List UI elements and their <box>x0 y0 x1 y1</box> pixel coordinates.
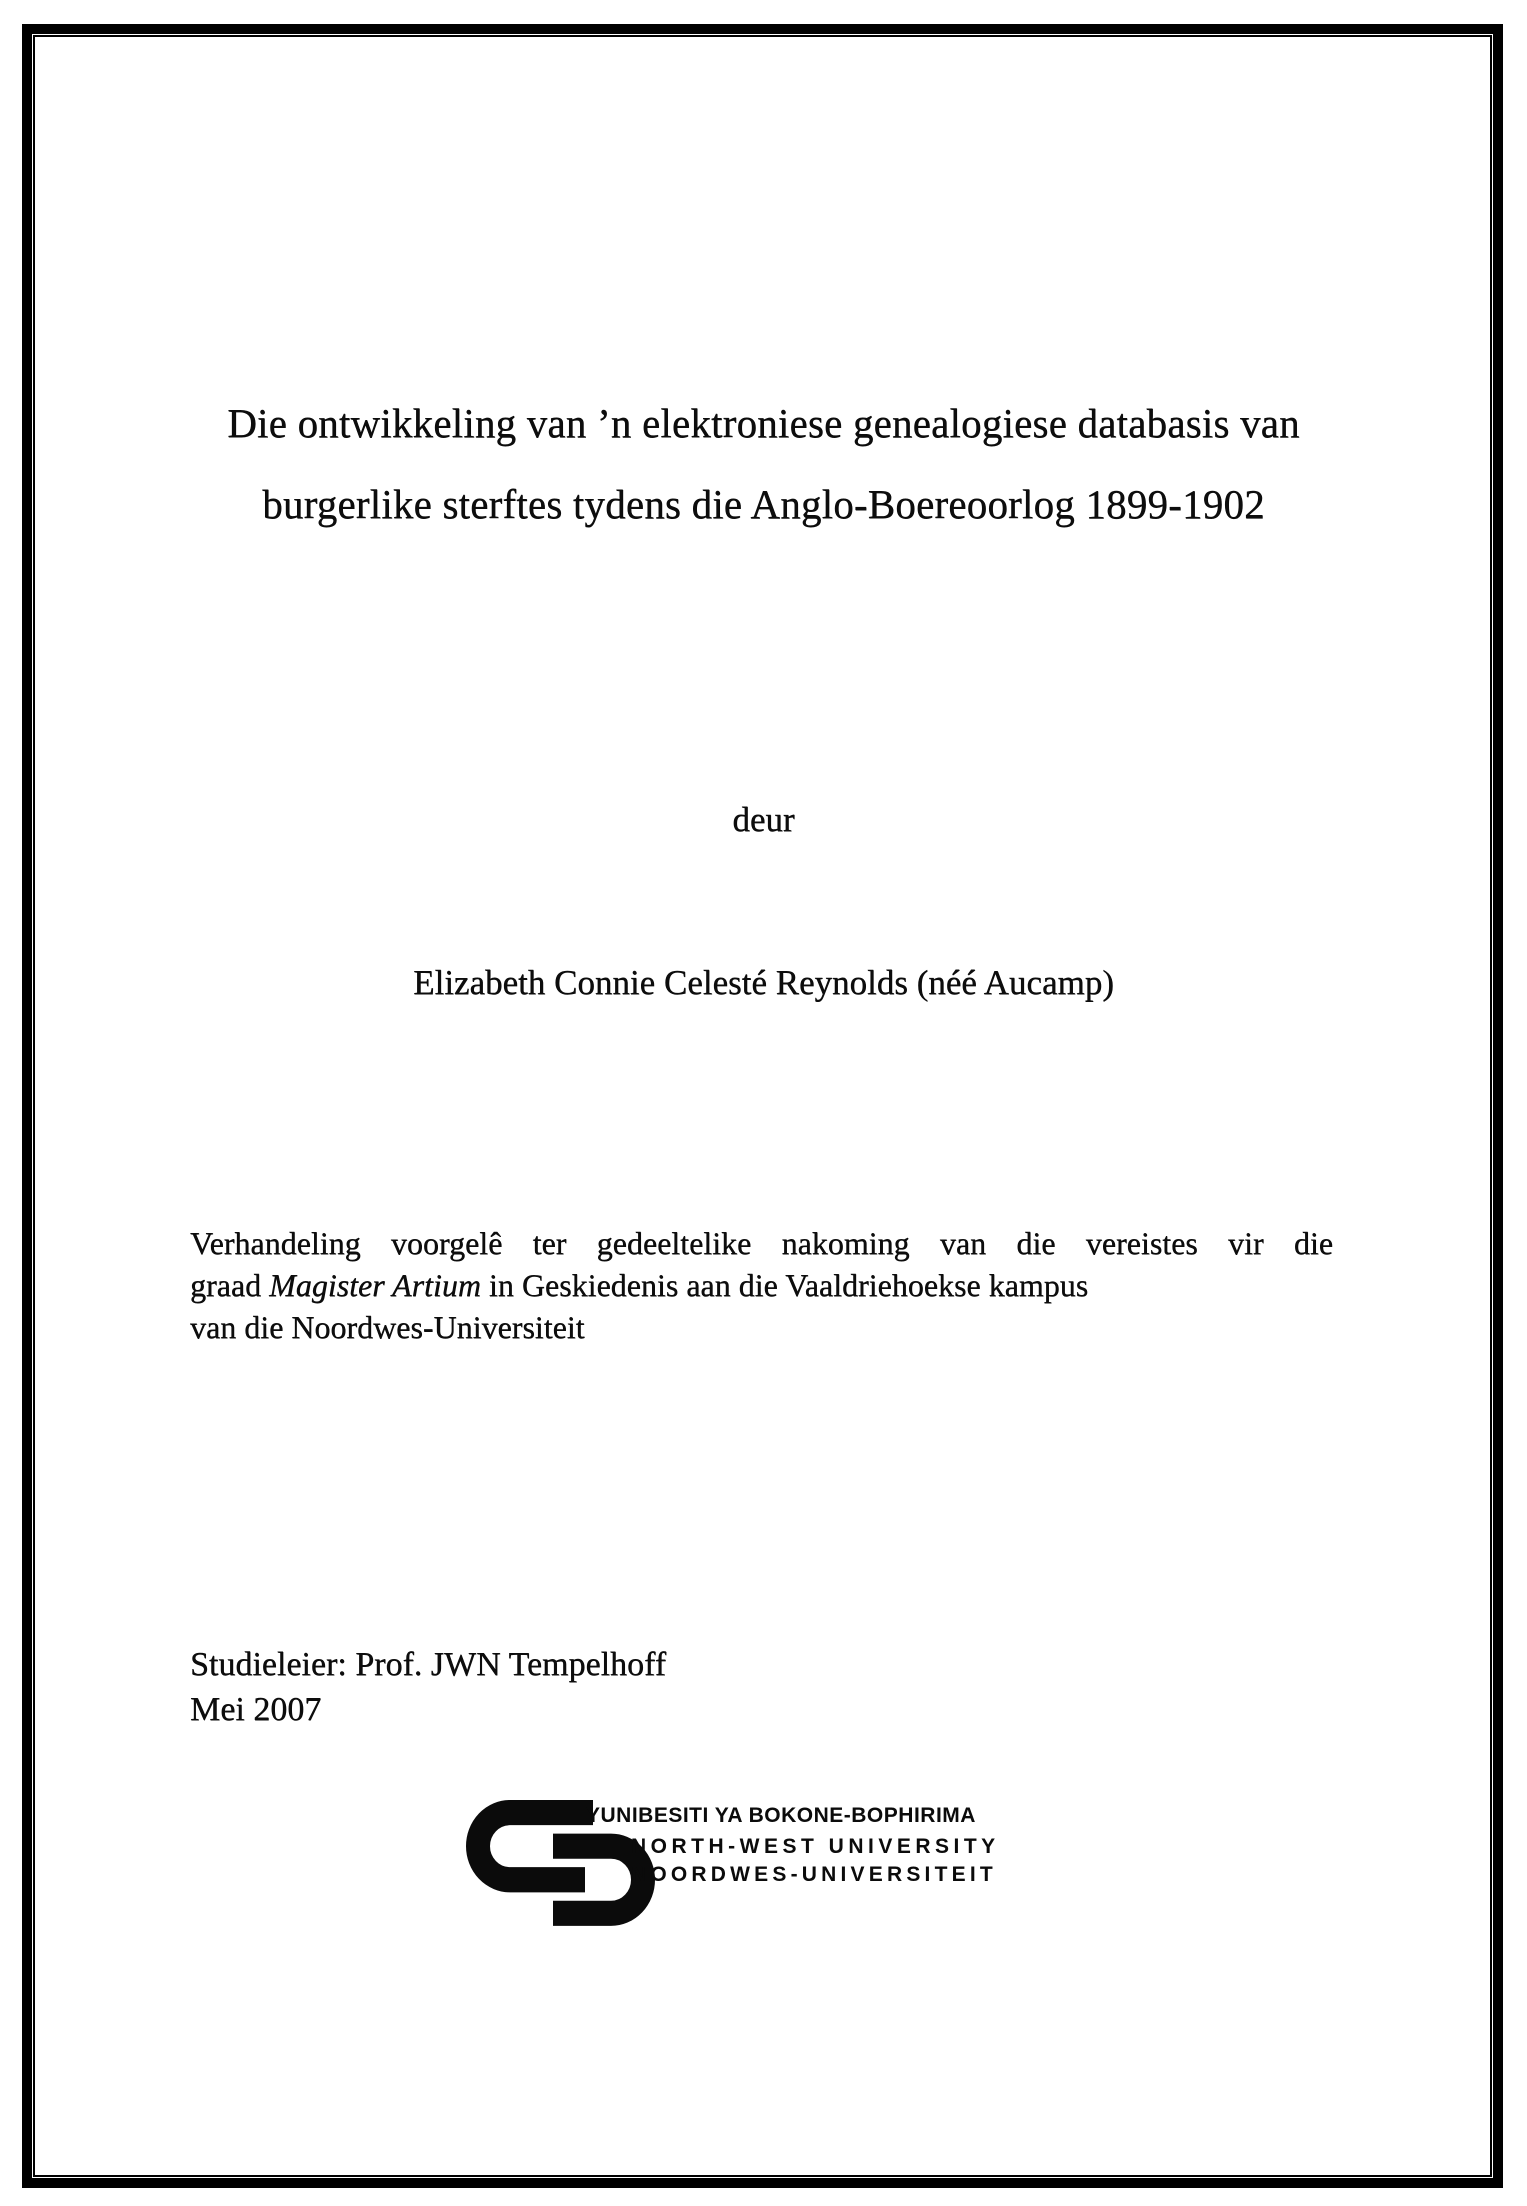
statement-line-2 <box>190 1264 1333 1306</box>
statement-line-1: Verhandeling voorgelê ter gedeeltelike nakoming van die vereistes vir die <box>190 1225 1333 1261</box>
page-title <box>95 383 1432 545</box>
degree-statement <box>190 1222 1333 1348</box>
title-line-1: Die ontwikkeling van ’n elektroniese genealogiese databasis van <box>227 400 1300 446</box>
degree-name-italic: Magister Artium <box>269 1267 481 1303</box>
university-logo <box>458 1800 1118 1940</box>
statement-line-2-prefix: graad <box>190 1267 270 1303</box>
supervisor-block <box>190 1642 666 1732</box>
title-line-2: burgerlike sterftes tydens die Anglo-Boereoorlog 1899-1902 <box>262 481 1265 527</box>
date-line: Mei 2007 <box>190 1691 322 1728</box>
statement-line-3: van die Noordwes-Universiteit <box>190 1309 585 1345</box>
logo-text-line-2: NORTH-WEST UNIVERSITY <box>631 1835 1000 1858</box>
byline: deur <box>732 800 795 839</box>
author-name: Elizabeth Connie Celesté Reynolds (néé Aucamp) <box>413 963 1114 1002</box>
logo-text-line-3: NOORDWES-UNIVERSITEIT <box>631 1863 997 1886</box>
statement-line-2-suffix: in Geskiedenis aan die Vaaldriehoekse kampus <box>480 1267 1089 1303</box>
supervisor-line: Studieleier: Prof. JWN Tempelhoff <box>190 1646 667 1683</box>
logo-text-line-1: YUNIBESITI YA BOKONE-BOPHIRIMA <box>586 1804 976 1827</box>
